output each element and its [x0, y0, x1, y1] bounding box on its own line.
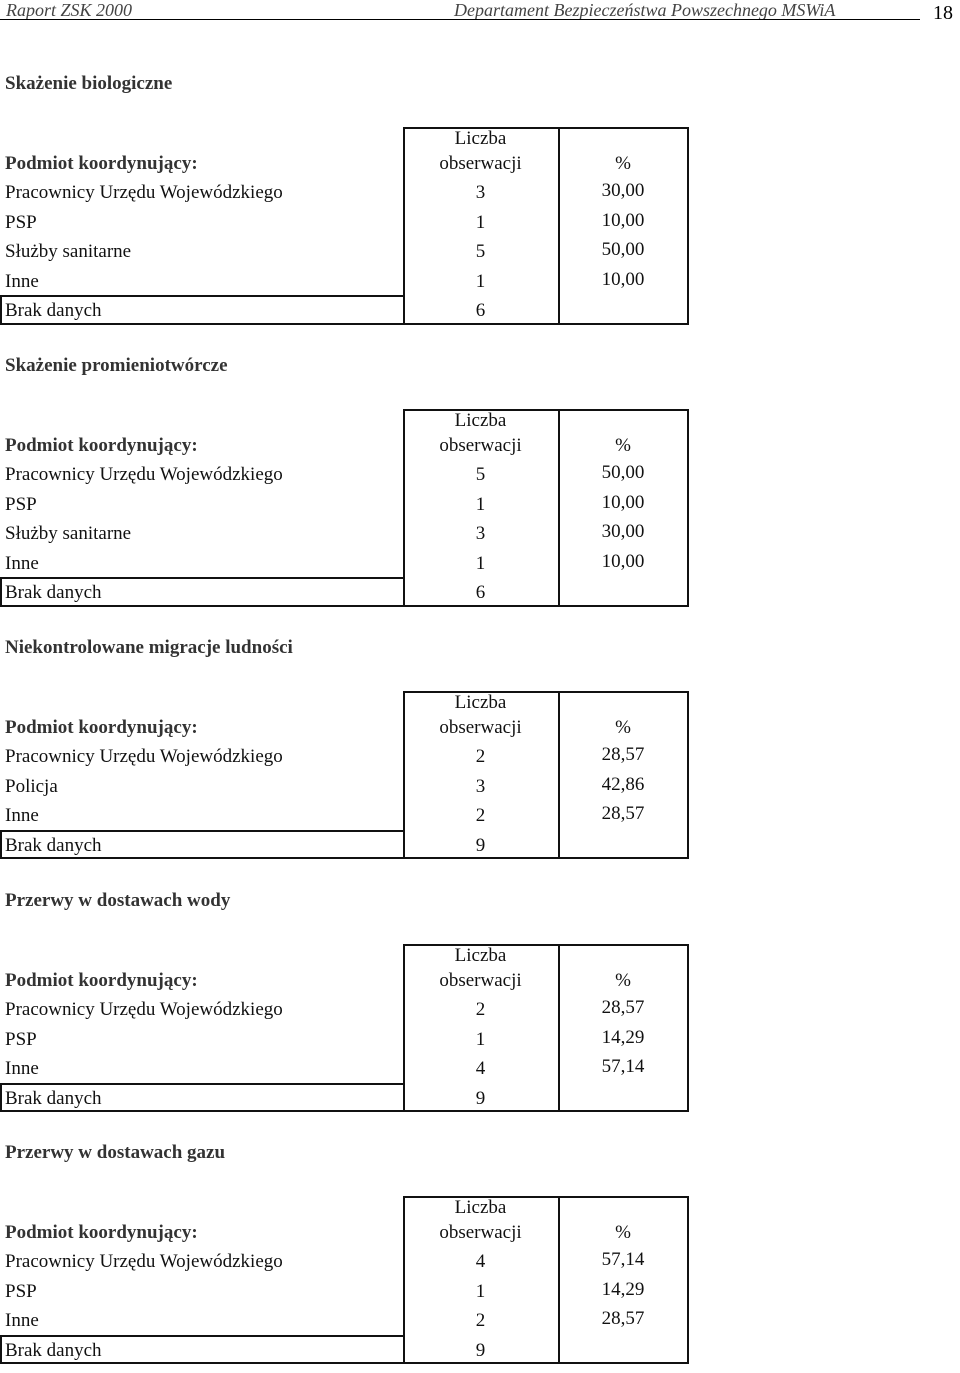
- data-table: [0, 399, 690, 605]
- header-rule: [0, 19, 920, 20]
- column-header-label: Podmiot koordynujący:: [5, 153, 198, 174]
- row-count: 1: [475, 1028, 486, 1050]
- row-label: Pracownicy Urzędu Wojewódzkiego: [5, 1251, 283, 1272]
- column-header-count-line2: obserwacji: [439, 970, 522, 991]
- row-label: Policja: [5, 775, 58, 797]
- data-table: [0, 934, 690, 1110]
- row-label: Służby sanitarne: [5, 241, 132, 262]
- column-header-count-line1: Liczba: [454, 1197, 507, 1218]
- row-label: Pracownicy Urzędu Wojewódzkiego: [5, 182, 283, 203]
- row-count: 1: [475, 211, 486, 233]
- row-percent: 14,29: [601, 1278, 645, 1300]
- column-header-percent: %: [615, 970, 631, 991]
- row-percent: 28,57: [601, 744, 645, 765]
- row-count: 6: [475, 300, 486, 321]
- section-title: Skażenie biologiczne: [5, 73, 173, 94]
- row-count: 4: [475, 1251, 486, 1272]
- row-label: PSP: [5, 211, 37, 233]
- row-label: PSP: [5, 1028, 37, 1050]
- column-header-label: Podmiot koordynujący:: [5, 1222, 198, 1243]
- column-header-label: Podmiot koordynujący:: [5, 435, 198, 456]
- row-percent: 28,57: [601, 803, 645, 824]
- row-count: 2: [475, 1310, 486, 1331]
- row-label: Inne: [5, 1058, 39, 1079]
- row-count: 9: [475, 1339, 486, 1361]
- row-count: 3: [475, 775, 486, 797]
- row-percent: 42,86: [601, 773, 645, 795]
- column-header-count-line1: Liczba: [454, 410, 507, 431]
- row-count: 9: [475, 1087, 486, 1109]
- row-count: 2: [475, 746, 486, 767]
- row-count: 9: [475, 834, 486, 856]
- column-header-percent: %: [615, 435, 631, 456]
- column-header-percent: %: [615, 1222, 631, 1243]
- page-number: 18: [933, 2, 953, 24]
- row-percent: 10,00: [601, 491, 645, 513]
- row-label: Brak danych: [5, 1339, 102, 1361]
- column-header-count-line1: Liczba: [454, 128, 507, 149]
- row-label: Służby sanitarne: [5, 523, 132, 544]
- row-count: 5: [475, 464, 486, 485]
- row-count: 2: [475, 999, 486, 1020]
- column-header-label: Podmiot koordynujący:: [5, 970, 198, 991]
- column-header-count-line1: Liczba: [454, 945, 507, 966]
- row-count: 3: [475, 182, 486, 203]
- row-label: Brak danych: [5, 582, 102, 603]
- data-table: [0, 681, 690, 857]
- row-count: 1: [475, 493, 486, 515]
- column-header-count-line2: obserwacji: [439, 717, 522, 738]
- row-percent: 50,00: [601, 239, 645, 260]
- column-header-label: Podmiot koordynujący:: [5, 717, 198, 738]
- row-percent: 30,00: [601, 521, 645, 542]
- row-percent: 28,57: [601, 1308, 645, 1329]
- row-count: 1: [475, 552, 486, 574]
- row-count: 1: [475, 1280, 486, 1302]
- row-percent: 57,14: [601, 1056, 645, 1077]
- row-percent: 10,00: [601, 209, 645, 231]
- row-label: PSP: [5, 1280, 37, 1302]
- data-table: [0, 117, 690, 323]
- row-label: Inne: [5, 805, 39, 826]
- row-count: 2: [475, 805, 486, 826]
- row-label: Inne: [5, 552, 39, 574]
- row-count: 3: [475, 523, 486, 544]
- row-count: 4: [475, 1058, 486, 1079]
- data-table: [0, 1186, 690, 1362]
- row-percent: 28,57: [601, 997, 645, 1018]
- row-count: 5: [475, 241, 486, 262]
- row-percent: 10,00: [601, 550, 645, 572]
- row-percent: 50,00: [601, 462, 645, 483]
- column-header-percent: %: [615, 717, 631, 738]
- department-name: Departament Bezpieczeństwa Powszechnego MSWiA: [454, 0, 836, 20]
- section-title: Niekontrolowane migracje ludności: [5, 637, 293, 658]
- row-label: Brak danych: [5, 834, 102, 856]
- row-percent: 14,29: [601, 1026, 645, 1048]
- column-header-count-line2: obserwacji: [439, 1222, 522, 1243]
- row-count: 6: [475, 582, 486, 603]
- column-header-count-line2: obserwacji: [439, 153, 522, 174]
- section-title: Przerwy w dostawach gazu: [5, 1142, 226, 1163]
- column-header-count-line2: obserwacji: [439, 435, 522, 456]
- row-percent: 10,00: [601, 268, 645, 290]
- row-label: Inne: [5, 270, 39, 292]
- section-title: Przerwy w dostawach wody: [5, 890, 231, 911]
- row-label: Pracownicy Urzędu Wojewódzkiego: [5, 746, 283, 767]
- row-label: Inne: [5, 1310, 39, 1331]
- row-label: Pracownicy Urzędu Wojewódzkiego: [5, 999, 283, 1020]
- row-percent: 57,14: [601, 1249, 645, 1270]
- report-title: Raport ZSK 2000: [6, 0, 133, 20]
- row-count: 1: [475, 270, 486, 292]
- section-title: Skażenie promieniotwórcze: [5, 355, 228, 376]
- row-label: PSP: [5, 493, 37, 515]
- row-label: Brak danych: [5, 1087, 102, 1109]
- row-label: Brak danych: [5, 300, 102, 321]
- row-label: Pracownicy Urzędu Wojewódzkiego: [5, 464, 283, 485]
- column-header-count-line1: Liczba: [454, 692, 507, 713]
- page-header: [0, 0, 960, 22]
- column-header-percent: %: [615, 153, 631, 174]
- row-percent: 30,00: [601, 180, 645, 201]
